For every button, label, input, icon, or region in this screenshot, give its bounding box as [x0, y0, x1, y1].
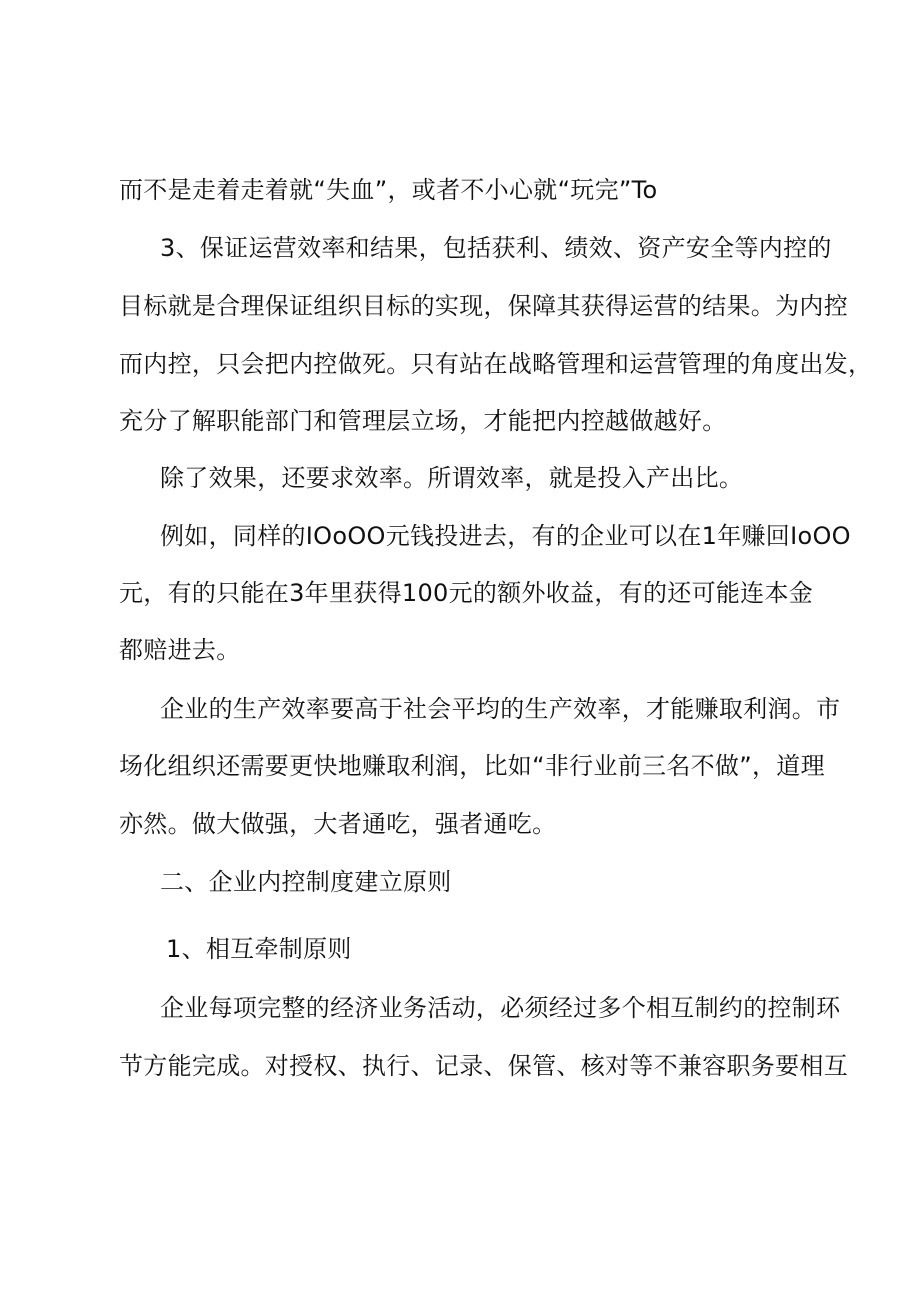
subsection-heading: 1、相互牵制原则 [166, 935, 352, 963]
paragraph-line: 3、保证运营效率和结果，包括获利、绩效、资产安全等内控的 [160, 234, 832, 262]
paragraph-line: 除了效果，还要求效率。所谓效率，就是投入产出比。 [160, 464, 744, 492]
paragraph-line: 都赔进去。 [119, 636, 241, 664]
paragraph-line: 元，有的只能在3年里获得100元的额外收益，有的还可能连本金 [119, 579, 814, 607]
paragraph-line: 充分了解职能部门和管理层立场，才能把内控越做越好。 [119, 407, 727, 435]
paragraph-line: 企业每项完整的经济业务活动，必须经过多个相互制约的控制环 [160, 994, 841, 1022]
paragraph-line: 企业的生产效率要高于社会平均的生产效率，才能赚取利润。市 [160, 695, 841, 723]
paragraph-line: 目标就是合理保证组织目标的实现，保障其获得运营的结果。为内控 [119, 292, 848, 320]
paragraph-line: 节方能完成。对授权、执行、记录、保管、核对等不兼容职务要相互 [119, 1052, 848, 1080]
paragraph-line: 而不是走着走着就“失血”，或者不小心就“玩完”To [119, 176, 658, 204]
paragraph-line: 例如，同样的IOoOO元钱投进去，有的企业可以在1年赚回IoOO [160, 522, 851, 550]
paragraph-line: 而内控，只会把内控做死。只有站在战略管理和运营管理的角度出发， [119, 350, 873, 378]
paragraph-line: 亦然。做大做强，大者通吃，强者通吃。 [119, 810, 557, 838]
paragraph-line: 场化组织还需要更快地赚取利润，比如“非行业前三名不做”，道理 [119, 752, 825, 780]
section-heading: 二、企业内控制度建立原则 [160, 868, 452, 896]
